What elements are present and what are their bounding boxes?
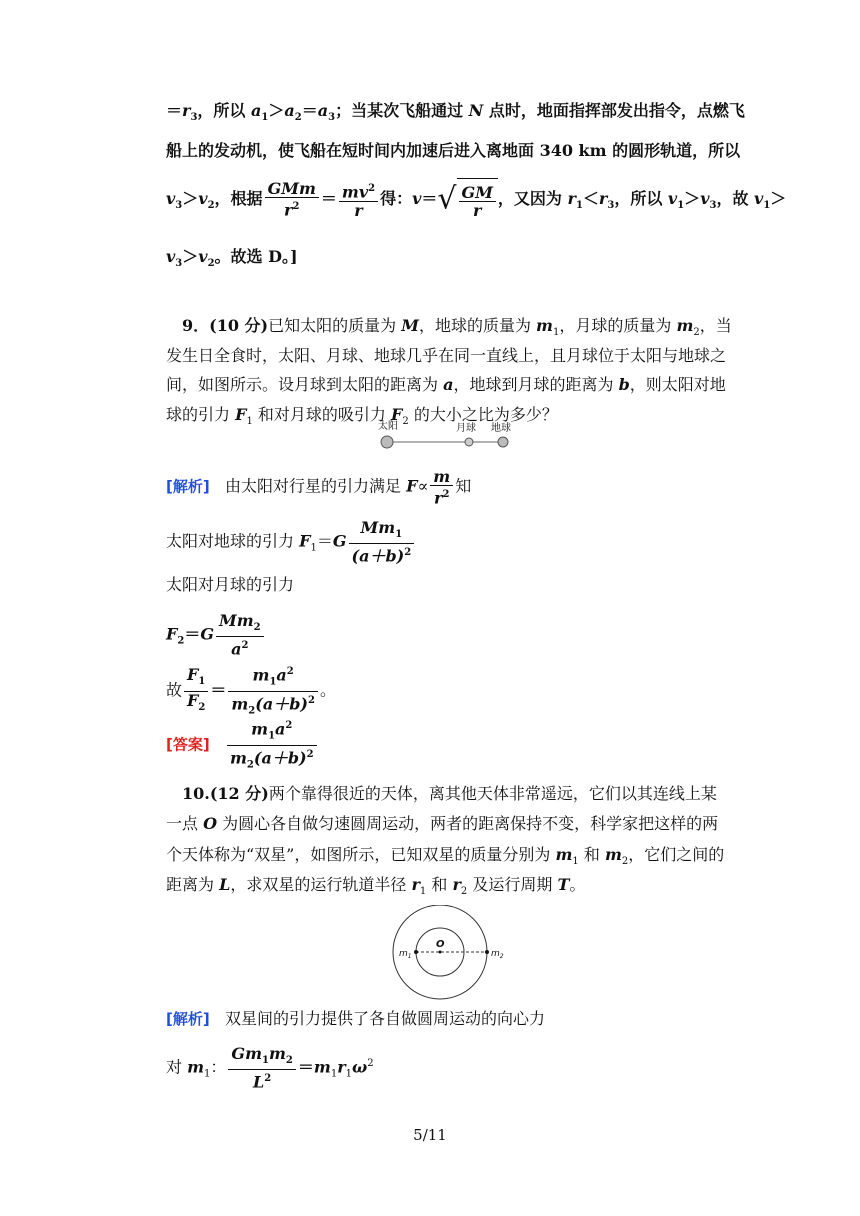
star-m1 [414,950,418,954]
question10-line1: 10.(12 分)两个靠得很近的天体，离其他天体非常遥远，它们以其连线上某 [182,784,717,803]
solution9-line1: [解析] 由太阳对行星的引力满足 F∝ $\frac{m}{r^2}$ 知 [166,467,472,508]
solution9-line4: $F_2=G$ $\frac{Mm_2}{a^2}$ [166,612,266,661]
double-star-figure [380,905,510,1005]
star-m2 [485,950,489,954]
solution9-line2: 太阳对地球的引力 $F_1=G$ $\frac{Mm_1}{(a+b)^2}$ [166,519,416,568]
solution8-line2: 船上的发动机，使飞船在短时间内加速后进入离地面 340 km 的圆形轨道，所以 [166,141,741,160]
question9-line1: 9．(10 分)已知太阳的质量为 M，地球的质量为 $m_1$，月球的质量为 $m_2$，当 [182,316,732,339]
question10-line3: 个天体称为“双星”，如图所示，已知双星的质量分别为 $m_1$ 和 $m_2$，它们之间的 [166,845,725,868]
solution9-line3: 太阳对月球的引力 [166,575,295,594]
question10-line2: 一点 O 为圆心各自做匀速圆周运动，两者的距离保持不变，科学家把这样的两 [166,814,719,833]
earth-label: 地球 [491,423,511,434]
sun-dot [381,436,393,448]
solution8-line1: $=r_3$，所以 $a_1>a_2=a_3$；当某次飞船通过 N 点时，地面指挥部发出指令，点燃飞 [166,101,745,124]
solution10-line2: 对 $m_1$： $\frac{Gm_1m_2}{L^2}$ $=m_1r_1\omega^2$ [166,1044,374,1092]
moon-label: 月球 [456,423,476,434]
m2-label: $m_2$ [491,949,504,960]
m1-label: $m_1$ [399,949,412,960]
sun-label: 太阳 [378,421,398,432]
center-label: O [436,939,445,950]
solution8-line3: $v_3>v_2$，根据 $\frac{\text{GMm}}{r^2}$ ＝ $\frac{mv^2}{r}$ 得：v＝√ $\frac{GM}{r}$ ，又因为 $r_1<r_3$，所以 $v_1>v_3$，故 $v_1>$ [166,179,787,220]
earth-dot [498,437,508,447]
center-point [439,951,442,954]
centripetal-fraction: $\frac{mv^2}{r}$ [339,180,378,218]
page-number: 5/11 [413,1126,447,1144]
moon-dot [465,438,473,446]
answer9: [答案] $\frac{m_1a^2}{m_2(a+b)^2}$ [166,717,319,773]
solution9-line5: 故 $\frac{F_1}{F_2}$ ＝ $\frac{m_1a^2}{m_2(a+b)^2}$ 。 [166,663,336,719]
question9-line4: 球的引力 $F_1$ 和对月球的吸引力 $F_2$ 的大小之比为多少？ [166,405,558,428]
question9-line3: 间，如图所示。设月球到太阳的距离为 a，地球到月球的距离为 b，则太阳对地 [166,375,726,394]
velocity-sqrt: √ $\frac{GM}{r}$ [437,178,498,221]
solution10-line1: [解析] 双星间的引力提供了各自做圆周运动的向心力 [166,1009,545,1028]
analysis-tag-2: [解析] [166,1010,210,1028]
sun-moon-earth-figure [370,416,520,452]
question10-line4: 距离为 L，求双星的运行轨道半径 $r_1$ 和 $r_2$ 及运行周期 T。 [166,875,586,898]
gravity-fraction: $\frac{\text{GMm}}{r^2}$ [265,180,319,218]
analysis-tag: [解析] [166,477,210,496]
question9-line2: 发生日全食时，太阳、月球、地球几乎在同一直线上，且月球位于太阳与地球之 [166,346,727,365]
solution8-line4: $v_3>v_2$。故选 D。] [166,247,298,270]
answer-tag: [答案] [166,735,210,754]
